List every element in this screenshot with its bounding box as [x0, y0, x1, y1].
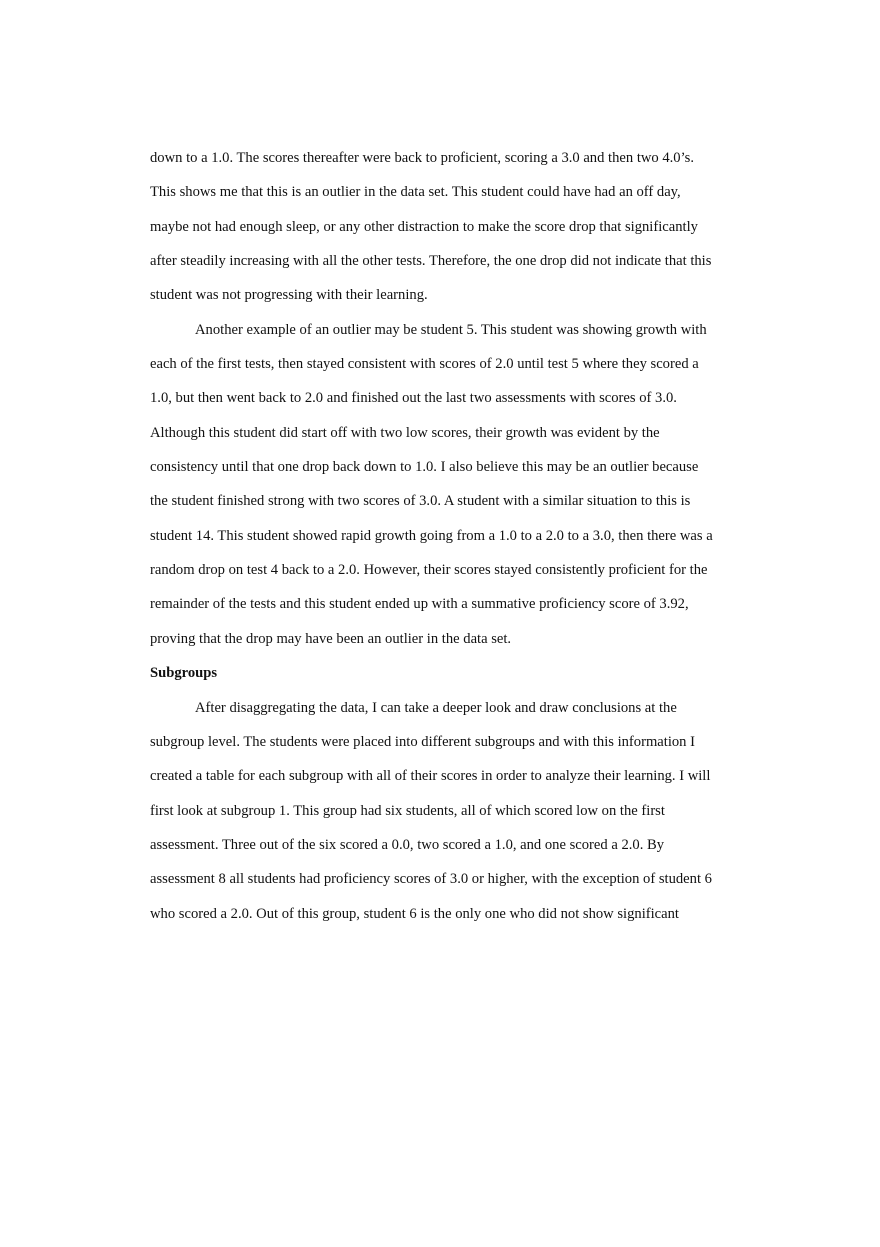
text-line: 1.0, but then went back to 2.0 and finished out the last two assessments with scores of 3.0.: [150, 390, 677, 407]
text-line: the student finished strong with two scores of 3.0. A student with a similar situation to this is: [150, 493, 691, 510]
text-line: consistency until that one drop back down to 1.0. I also believe this may be an outlier because: [150, 459, 699, 476]
text-line: This shows me that this is an outlier in the data set. This student could have had an off day,: [150, 184, 681, 201]
text-line: created a table for each subgroup with all of their scores in order to analyze their learning. I will: [150, 768, 711, 785]
text-line: proving that the drop may have been an outlier in the data set.: [150, 630, 512, 647]
text-line: subgroup level. The students were placed into different subgroups and with this information I: [150, 733, 695, 750]
text-line: Another example of an outlier may be student 5. This student was showing growth with: [195, 321, 707, 338]
paragraph: [150, 149, 740, 321]
text-line: Although this student did start off with two low scores, their growth was evident by the: [150, 424, 660, 441]
document-page: [150, 149, 740, 939]
text-line: who scored a 2.0. Out of this group, student 6 is the only one who did not show significant: [150, 905, 679, 922]
text-line: down to a 1.0. The scores thereafter were back to proficient, scoring a 3.0 and then two 4.0’s.: [150, 150, 694, 166]
text-line: random drop on test 4 back to a 2.0. However, their scores stayed consistently proficient for the: [150, 562, 708, 579]
paragraph: [150, 699, 740, 939]
text-line: each of the first tests, then stayed consistent with scores of 2.0 until test 5 where they scored a: [150, 356, 699, 373]
text-line: maybe not had enough sleep, or any other distraction to make the score drop that significantly: [150, 218, 698, 235]
text-line: first look at subgroup 1. This group had six students, all of which scored low on the first: [150, 802, 665, 819]
text-line: student was not progressing with their learning.: [150, 287, 428, 304]
text-line: After disaggregating the data, I can take a deeper look and draw conclusions at the: [195, 699, 677, 716]
text-line: assessment 8 all students had proficiency scores of 3.0 or higher, with the exception of student 6: [150, 871, 712, 888]
text-line: assessment. Three out of the six scored a 0.0, two scored a 1.0, and one scored a 2.0. By: [150, 836, 665, 853]
text-line: student 14. This student showed rapid growth going from a 1.0 to a 2.0 to a 3.0, then there was a: [150, 527, 713, 544]
text-line: remainder of the tests and this student ended up with a summative proficiency score of 3.92,: [150, 596, 689, 613]
paragraph: [150, 321, 740, 664]
section-heading: Subgroups: [150, 665, 218, 682]
text-line: after steadily increasing with all the other tests. Therefore, the one drop did not indicate that this: [150, 253, 712, 270]
